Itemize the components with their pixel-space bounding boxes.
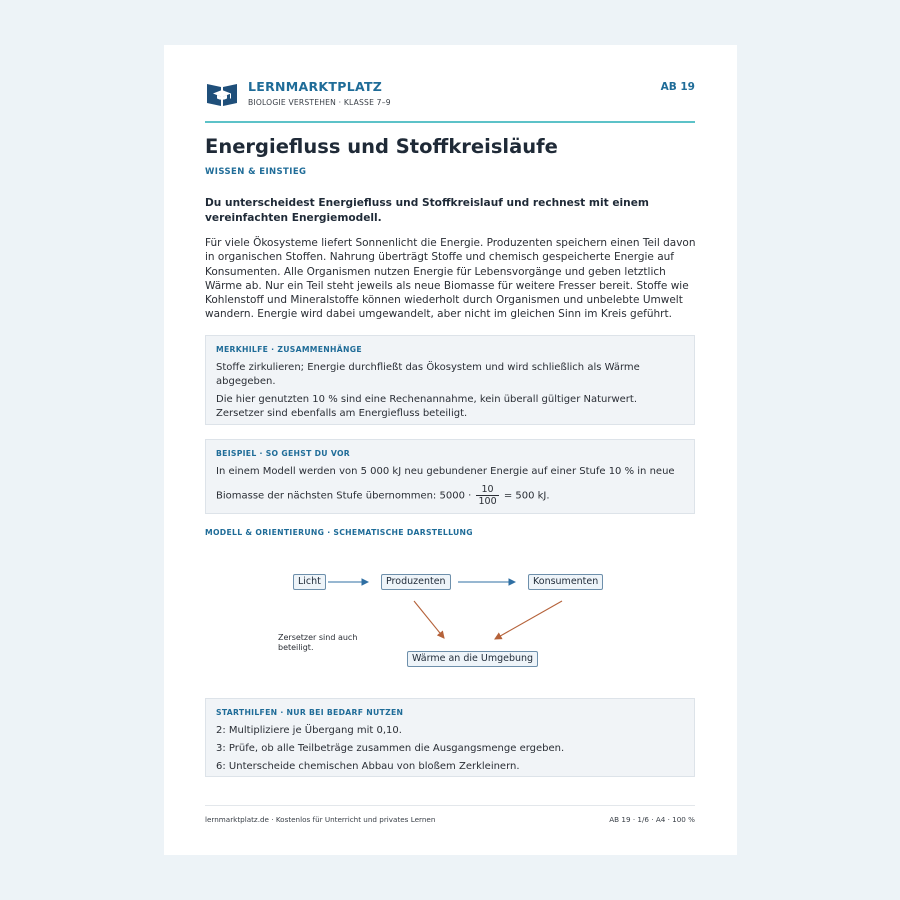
merkhilfe-box xyxy=(205,335,695,425)
footer-right: AB 19 · 1/6 · A4 · 100 % xyxy=(609,815,695,824)
fraction-numerator: 10 xyxy=(481,484,494,495)
merkhilfe-text-2: Die hier genutzten 10 % sind eine Rechenannahme, kein überall gültiger Naturwert. Zersetzer sind ebenfalls am Energiefluss beteiligt. xyxy=(216,394,638,419)
beispiel-box xyxy=(205,439,695,514)
fraction-denominator: 100 xyxy=(478,496,497,507)
sheet-code: AB 19 xyxy=(660,81,695,93)
body-paragraph: Für viele Ökosysteme liefert Sonnenlicht die Energie. Produzenten speichern einen Teil davon in organischen Stoffen. Nahrung überträgt Stoffe und chemisch gespeicherte Energie auf Konsumenten. Alle Organismen nutzen Energie für Lebensvorgänge und geben letztlich Wärme ab. Nur ein Teil steht jeweils als neue Biomasse für weitere Fresser bereit. Stoffe wie Kohlenstoff und Mineralstoffe können wiederholt durch Organismen und unbelebte Umwelt wandern. Energie wird dabei umgewandelt, aber nicht im gleichen Sinn im Kreis geführt. xyxy=(205,237,696,321)
diagram-label: MODELL & ORIENTIERUNG · SCHEMATISCHE DARSTELLUNG xyxy=(205,528,473,537)
starthilfe-item: 3: Prüfe, ob alle Teilbeträge zusammen die Ausgangsmenge ergeben. xyxy=(216,743,565,754)
merkhilfe-text-1: Stoffe zirkulieren; Energie durchfließt das Ökosystem und wird schließlich als Wärme abgegeben. xyxy=(216,362,640,387)
page-title: Energiefluss und Stoffkreisläufe xyxy=(205,135,558,158)
fraction xyxy=(476,484,498,507)
starthilfen-label: STARTHILFEN · NUR BEI BEDARF NUTZEN xyxy=(216,708,404,717)
worksheet-page xyxy=(164,45,737,855)
diagram-note: Zersetzer sind auch beteiligt. xyxy=(278,633,358,652)
arrow-konsumenten-waerme xyxy=(495,601,562,639)
footer-left: lernmarktplatz.de · Kostenlos für Unterricht und privates Lernen xyxy=(205,815,436,824)
node-produzenten: Produzenten xyxy=(381,574,451,590)
book-cap-icon xyxy=(206,81,238,107)
footer-divider xyxy=(205,805,695,806)
starthilfe-item: 2: Multipliziere je Übergang mit 0,10. xyxy=(216,725,402,736)
section-kicker: WISSEN & EINSTIEG xyxy=(205,167,307,177)
brand-subtitle: BIOLOGIE VERSTEHEN · KLASSE 7–9 xyxy=(248,98,391,107)
starthilfe-item: 6: Unterscheide chemischen Abbau von bloßem Zerkleinern. xyxy=(216,761,520,772)
beispiel-line-1: In einem Modell werden von 5 000 kJ neu gebundener Energie auf einer Stufe 10 % in neue xyxy=(216,466,675,477)
node-waerme: Wärme an die Umgebung xyxy=(407,651,538,667)
lead-paragraph: Du unterscheidest Energiefluss und Stoffkreislauf und rechnest mit einem vereinfachten Energiemodell. xyxy=(205,197,649,224)
beispiel-line-2-post: = 500 kJ. xyxy=(503,490,550,502)
brand-name: LERNMARKTPLATZ xyxy=(248,79,383,94)
flow-diagram xyxy=(164,545,737,685)
beispiel-line-2 xyxy=(216,484,681,509)
beispiel-label: BEISPIEL · SO GEHST DU VOR xyxy=(216,449,350,458)
merkhilfe-label: MERKHILFE · ZUSAMMENHÄNGE xyxy=(216,345,362,354)
node-licht: Licht xyxy=(293,574,326,590)
node-konsumenten: Konsumenten xyxy=(528,574,603,590)
header-divider xyxy=(205,121,695,123)
arrow-produzenten-waerme xyxy=(414,601,444,638)
starthilfen-box xyxy=(205,698,695,777)
beispiel-line-2-pre: Biomasse der nächsten Stufe übernommen: 5000 · xyxy=(216,490,472,502)
